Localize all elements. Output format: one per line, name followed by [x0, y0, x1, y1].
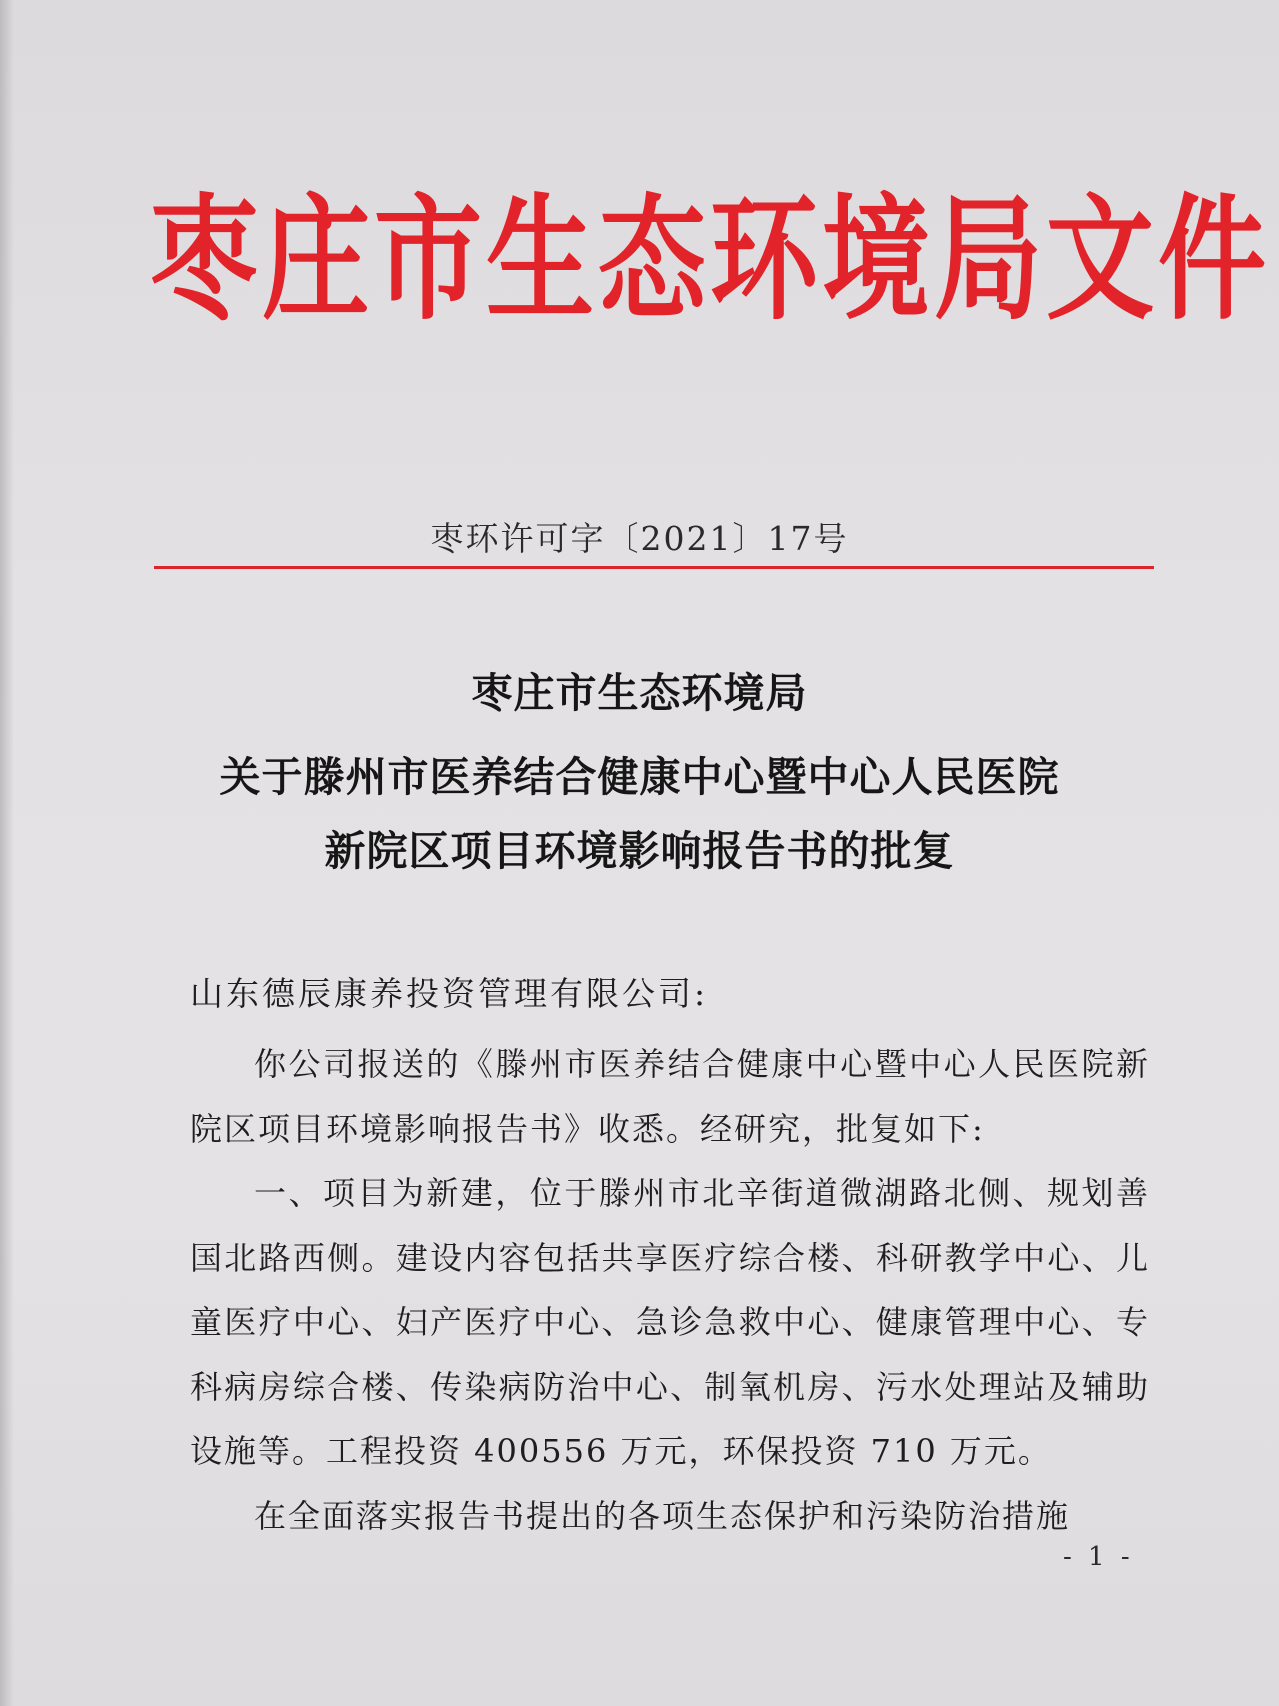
page-number: - 1 -: [1063, 1542, 1134, 1572]
document-number: 枣环许可字〔2021〕17号: [430, 519, 849, 558]
salutation: 山东德辰康养投资管理有限公司:: [190, 974, 709, 1013]
body-text: [190, 1032, 1150, 1548]
document-masthead: 枣庄市生态环境局文件: [150, 181, 1271, 339]
body-paragraph: 一、项目为新建，位于滕州市北辛街道微湖路北侧、规划善国北路西侧。建设内容包括共享医疗综合楼、科研教学中心、儿童医疗中心、妇产医疗中心、急诊急救中心、健康管理中心、专科病房综合楼、传染病防治中心、制氧机房、污水处理站及辅助设施等。工程投资 400556 万元，环保投资 710 万元。: [190, 1174, 1150, 1470]
title-line-2: 关于滕州市医养结合健康中心暨中心人民医院: [219, 753, 1060, 801]
body-paragraph: 在全面落实报告书提出的各项生态保护和污染防治措施: [254, 1496, 1071, 1535]
red-separator-line: [154, 566, 1154, 569]
body-paragraph: 你公司报送的《滕州市医养结合健康中心暨中心人民医院新院区项目环境影响报告书》收悉。经研究，批复如下:: [190, 1045, 1150, 1148]
title-line-1: 枣庄市生态环境局: [471, 669, 808, 717]
title-line-3: 新院区项目环境影响报告书的批复: [324, 827, 955, 875]
